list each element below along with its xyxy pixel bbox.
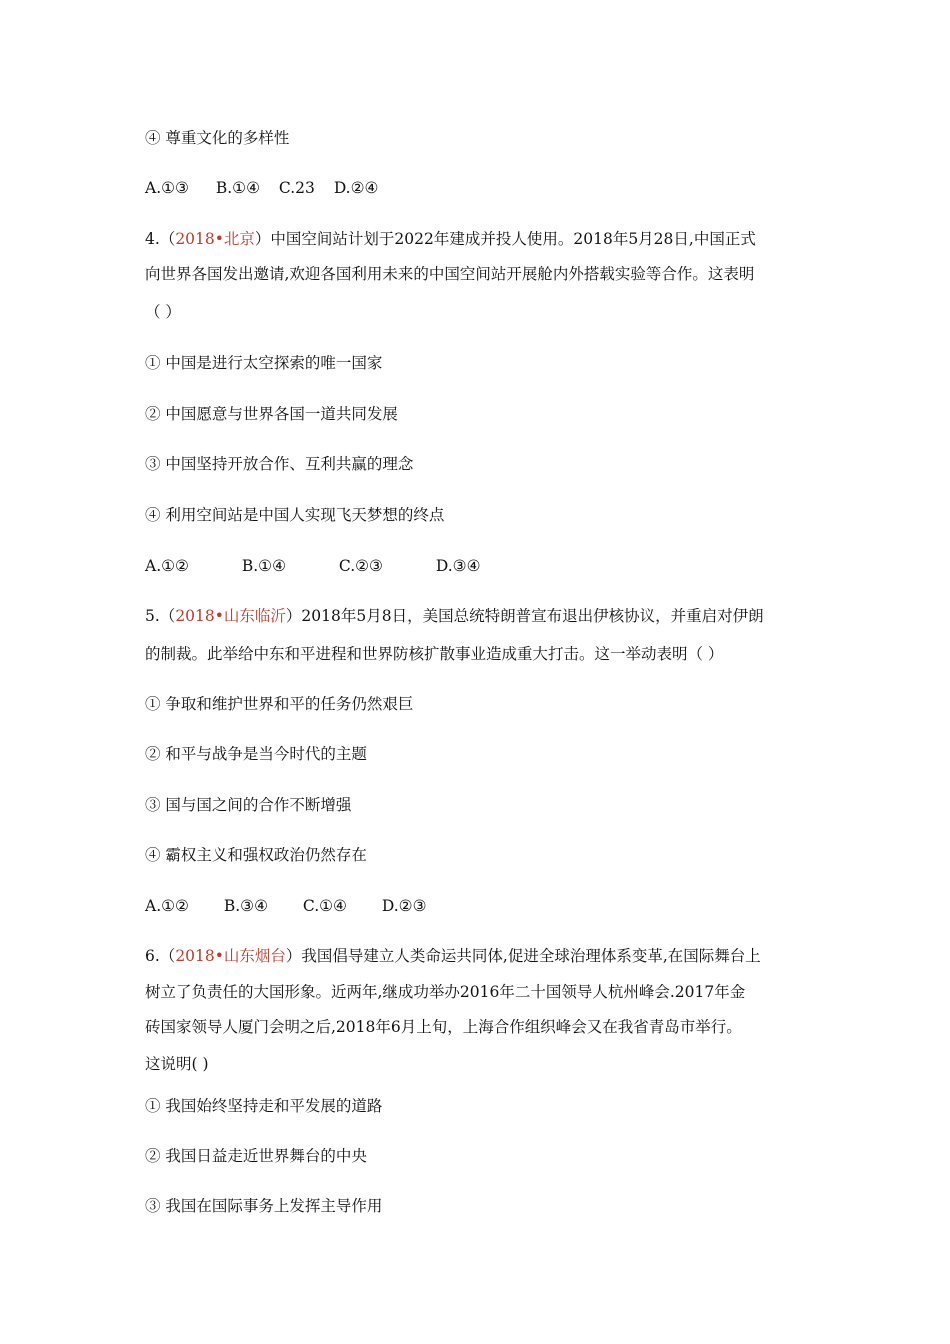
q6-number: 6. [145, 947, 160, 965]
q6-option-1: ① 我国始终坚持走和平发展的道路 [145, 1097, 383, 1115]
q6-option-3: ③ 我国在国际事务上发挥主导作用 [145, 1197, 383, 1215]
q5-source: 2018•山东临沂 [175, 607, 286, 625]
q4-stem-line-3: （ ） [145, 303, 181, 321]
q5-stem-line-1 [145, 606, 764, 626]
q4-stem-line-1 [145, 229, 756, 249]
q3-choice-b: B.①④ [215, 179, 260, 197]
q4-choice-c: C.②③ [338, 557, 383, 575]
q5-answer-choices [145, 896, 426, 916]
q4-stem-line-2: 向世界各国发出邀请,欢迎各国利用未来的中国空间站开展舱内外搭载实验等合作。这表明 [145, 265, 755, 283]
q5-stem-text-1: 2018年5月8日，美国总统特朗普宣布退出伊核协议，并重启对伊朗 [301, 607, 764, 625]
q4-answer-choices [145, 556, 480, 576]
q5-source-open: （ [159, 607, 176, 625]
q5-number: 5. [145, 607, 160, 625]
q4-stem-text-1: 中国空间站计划于2022年建成并投人使用。2018年5月28日,中国正式 [270, 230, 756, 248]
q4-source-open: （ [159, 230, 176, 248]
q5-option-3: ③ 国与国之间的合作不断增强 [145, 796, 352, 814]
q4-number: 4. [145, 230, 160, 248]
q6-option-2: ② 我国日益走近世界舞台的中央 [145, 1147, 367, 1165]
q6-source-close: ） [285, 947, 302, 965]
q4-choice-b: B.①④ [241, 557, 286, 575]
q6-stem-line-1 [145, 946, 761, 966]
q4-choice-a: A.①② [145, 557, 189, 575]
q4-choice-d: D.③④ [435, 557, 481, 575]
q5-choice-d: D.②③ [381, 897, 427, 915]
q6-stem-line-4: 这说明( ) [145, 1055, 209, 1073]
q5-option-1: ① 争取和维护世界和平的任务仍然艰巨 [145, 695, 414, 713]
q6-stem-line-3: 砖国家领导人厦门会明之后,2018年6月上旬，上海合作组织峰会又在我省青岛市举行。 [145, 1018, 742, 1036]
q6-source-open: （ [159, 947, 176, 965]
q4-option-2: ② 中国愿意与世界各国一道共同发展 [145, 405, 398, 423]
q3-answer-choices [145, 178, 378, 198]
q4-option-1: ① 中国是进行太空探索的唯一国家 [145, 354, 383, 372]
q5-source-close: ） [285, 607, 302, 625]
q4-option-4: ④ 利用空间站是中国人实现飞天梦想的终点 [145, 506, 445, 524]
q6-source: 2018•山东烟台 [175, 947, 286, 965]
q4-option-3: ③ 中国坚持开放合作、互利共赢的理念 [145, 455, 414, 473]
q5-option-2: ② 和平与战争是当今时代的主题 [145, 745, 367, 763]
q5-choice-c: C.①④ [302, 897, 347, 915]
q6-stem-text-1: 我国倡导建立人类命运共同体,促进全球治理体系变革,在国际舞台上 [301, 947, 761, 965]
q5-choice-a: A.①② [145, 897, 189, 915]
q3-choice-d: D.②④ [333, 179, 379, 197]
q5-option-4: ④ 霸权主义和强权政治仍然存在 [145, 846, 367, 864]
q5-stem-line-2: 的制裁。此举给中东和平进程和世界防核扩散事业造成重大打击。这一举动表明（ ） [145, 645, 724, 663]
q6-stem-line-2: 树立了负责任的大国形象。近两年,继成功举办2016年二十国领导人杭州峰会.2017年金 [145, 983, 746, 1001]
q4-source: 2018•北京 [175, 230, 255, 248]
q4-source-close: ） [254, 230, 271, 248]
q3-choice-a: A.①③ [145, 179, 189, 197]
q5-choice-b: B.③④ [223, 897, 268, 915]
q3-choice-c: C.23 [278, 179, 315, 197]
q3-option-4: ④ 尊重文化的多样性 [145, 129, 290, 147]
